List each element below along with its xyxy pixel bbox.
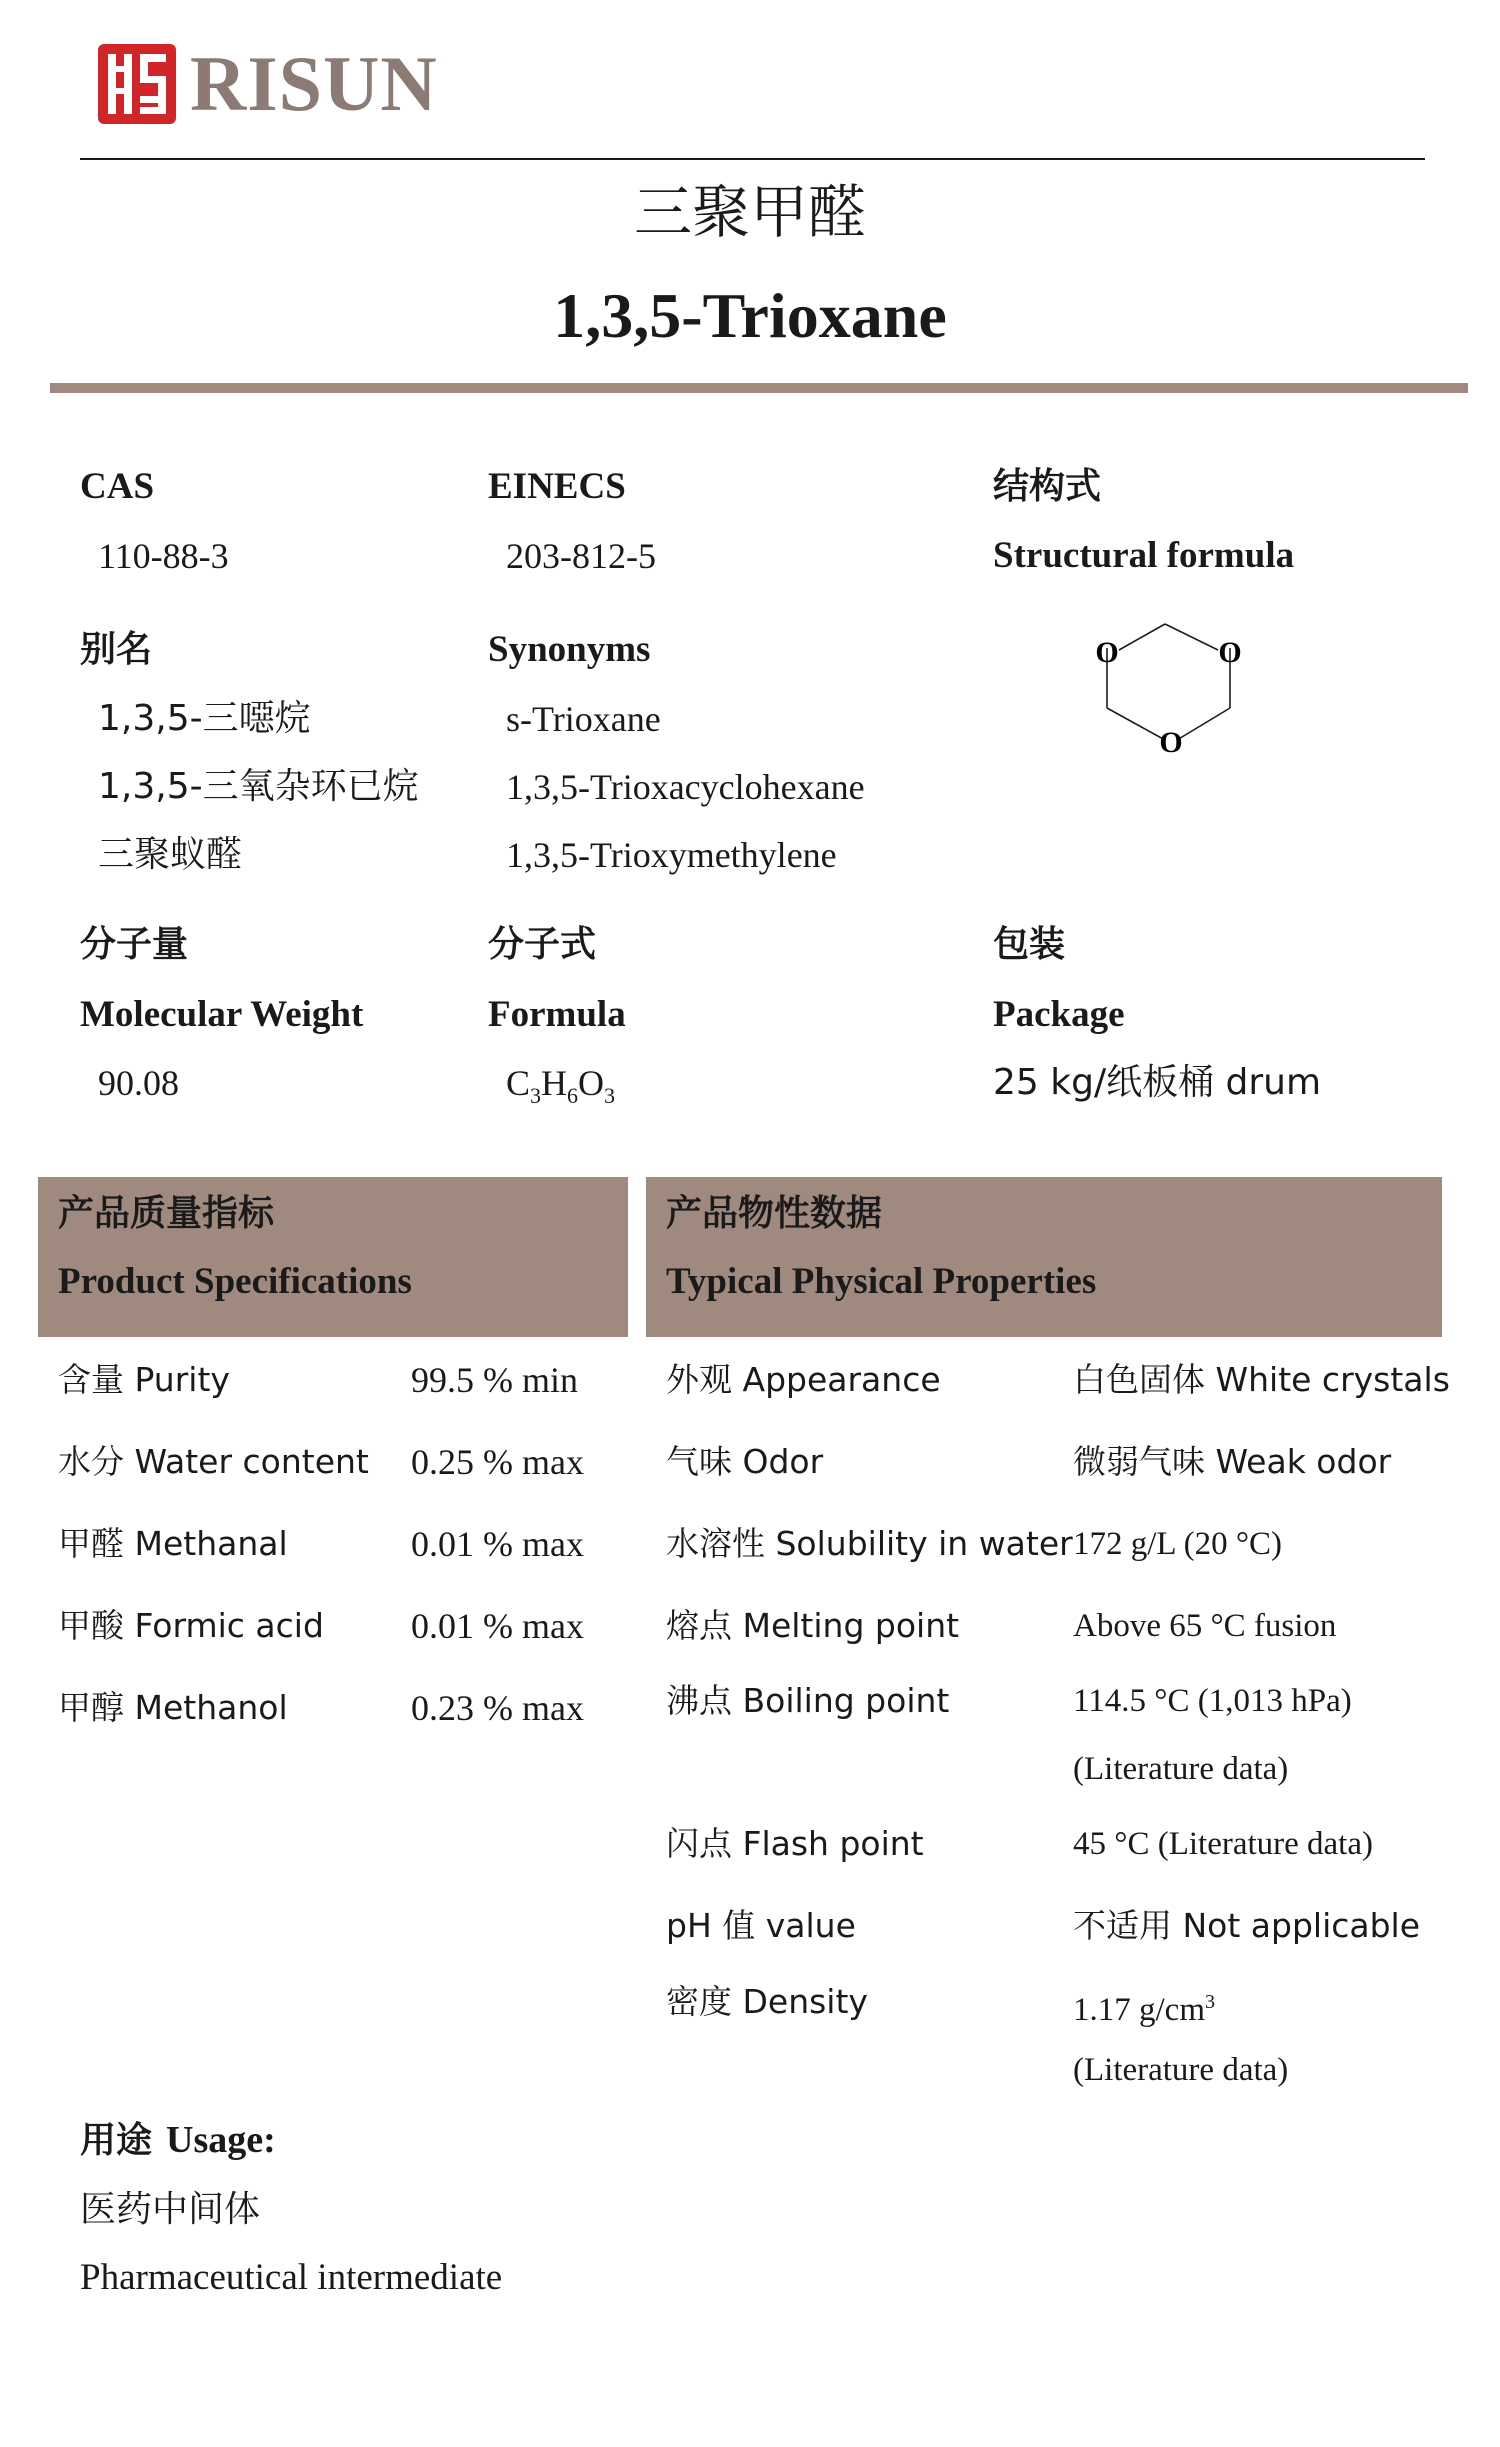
alias-label-cn: 别名 [80,629,153,670]
spec-value: 99.5 % min [411,1360,578,1400]
formula-sub-o: 3 [604,1083,616,1109]
formula-sub-c: 3 [530,1083,542,1109]
alias-item: 1,3,5-三氧杂环已烷 [98,766,419,807]
properties-header-band [646,1177,1442,1337]
formula-label-cn: 分子式 [488,924,597,965]
package-label-en: Package [993,994,1125,1035]
usage-label-en: Usage: [166,2119,276,2161]
property-name: 外观 Appearance [666,1360,941,1399]
property-name: 水溶性 Solubility in water [666,1524,1073,1563]
spec-name: 含量 Purity [58,1360,230,1399]
mw-label-en: Molecular Weight [80,994,364,1035]
property-value: 172 g/L (20 °C) [1073,1526,1283,1562]
properties-title-en: Typical Physical Properties [666,1261,1097,1302]
formula-element-o: O [578,1063,605,1103]
package-value: 25 kg/纸板桶 drum [993,1062,1322,1103]
property-value: 微弱气味 Weak odor [1073,1442,1392,1481]
cas-value: 110-88-3 [98,536,229,576]
trioxane-structure-diagram [1085,610,1255,765]
alias-item: 1,3,5-三噁烷 [98,698,311,739]
property-name: 熔点 Melting point [666,1606,960,1645]
structure-label-cn: 结构式 [993,466,1102,507]
formula-label-en: Formula [488,994,626,1035]
property-name: pH 值 value [666,1906,856,1945]
property-name: 密度 Density [666,1982,868,2021]
property-value: 45 °C (Literature data) [1073,1826,1373,1862]
mw-label-cn: 分子量 [80,924,189,965]
density-value: 1.17 g/cm [1073,1992,1205,2028]
usage-value-en: Pharmaceutical intermediate [80,2257,503,2298]
spec-value: 0.23 % max [411,1688,584,1728]
formula-sub-h: 6 [567,1083,579,1109]
structure-label-en: Structural formula [993,535,1295,576]
density-unit-exponent: 3 [1204,1991,1215,2013]
einecs-label: EINECS [488,466,626,507]
spec-name: 甲醇 Methanol [58,1688,288,1727]
synonym-item: 1,3,5-Trioxymethylene [506,835,837,875]
product-title-en: 1,3,5-Trioxane [553,280,947,351]
spec-value: 0.01 % max [411,1606,584,1646]
risun-seal-icon [98,44,176,124]
property-name: 闪点 Flash point [666,1824,924,1863]
oxygen-atom-left: O [1095,636,1119,669]
title-divider [50,383,1468,393]
usage-value-cn: 医药中间体 [80,2189,261,2230]
oxygen-atom-right: O [1218,636,1242,669]
einecs-value: 203-812-5 [506,536,656,576]
formula-element-c: C [506,1063,531,1103]
oxygen-atom-bottom: O [1159,726,1183,759]
property-value-note: (Literature data) [1073,2052,1289,2088]
spec-value: 0.25 % max [411,1442,584,1482]
property-value: 不适用 Not applicable [1073,1906,1421,1945]
alias-item: 三聚蚁醛 [98,834,243,875]
property-value [1073,1974,1215,2030]
spec-name: 甲酸 Formic acid [58,1606,324,1645]
formula-value [506,1058,615,1121]
mw-value: 90.08 [98,1063,179,1103]
property-value: Above 65 °C fusion [1073,1608,1337,1644]
property-value: 白色固体 White crystals [1073,1360,1450,1399]
specs-header-band [38,1177,628,1337]
synonym-item: s-Trioxane [506,699,661,739]
property-name: 气味 Odor [666,1442,824,1481]
brand-name: RISUN [190,40,438,127]
synonym-item: 1,3,5-Trioxacyclohexane [506,767,865,807]
specs-title-cn: 产品质量指标 [58,1193,275,1234]
property-name: 沸点 Boiling point [666,1681,950,1720]
usage-heading [80,2112,276,2169]
specs-title-en: Product Specifications [58,1261,412,1302]
cas-label: CAS [80,466,155,507]
company-logo [98,42,438,126]
header-divider [80,158,1425,160]
spec-value: 0.01 % max [411,1524,584,1564]
property-value: 114.5 °C (1,013 hPa) [1073,1683,1352,1719]
synonyms-label: Synonyms [488,629,651,670]
spec-name: 水分 Water content [58,1442,369,1481]
product-title-cn: 三聚甲醛 [633,178,866,246]
formula-element-h: H [541,1063,568,1103]
usage-label-cn: 用途 [80,2120,153,2161]
property-value-note: (Literature data) [1073,1751,1289,1787]
package-label-cn: 包装 [993,924,1066,965]
properties-title-cn: 产品物性数据 [666,1193,883,1234]
spec-name: 甲醛 Methanal [58,1524,288,1563]
